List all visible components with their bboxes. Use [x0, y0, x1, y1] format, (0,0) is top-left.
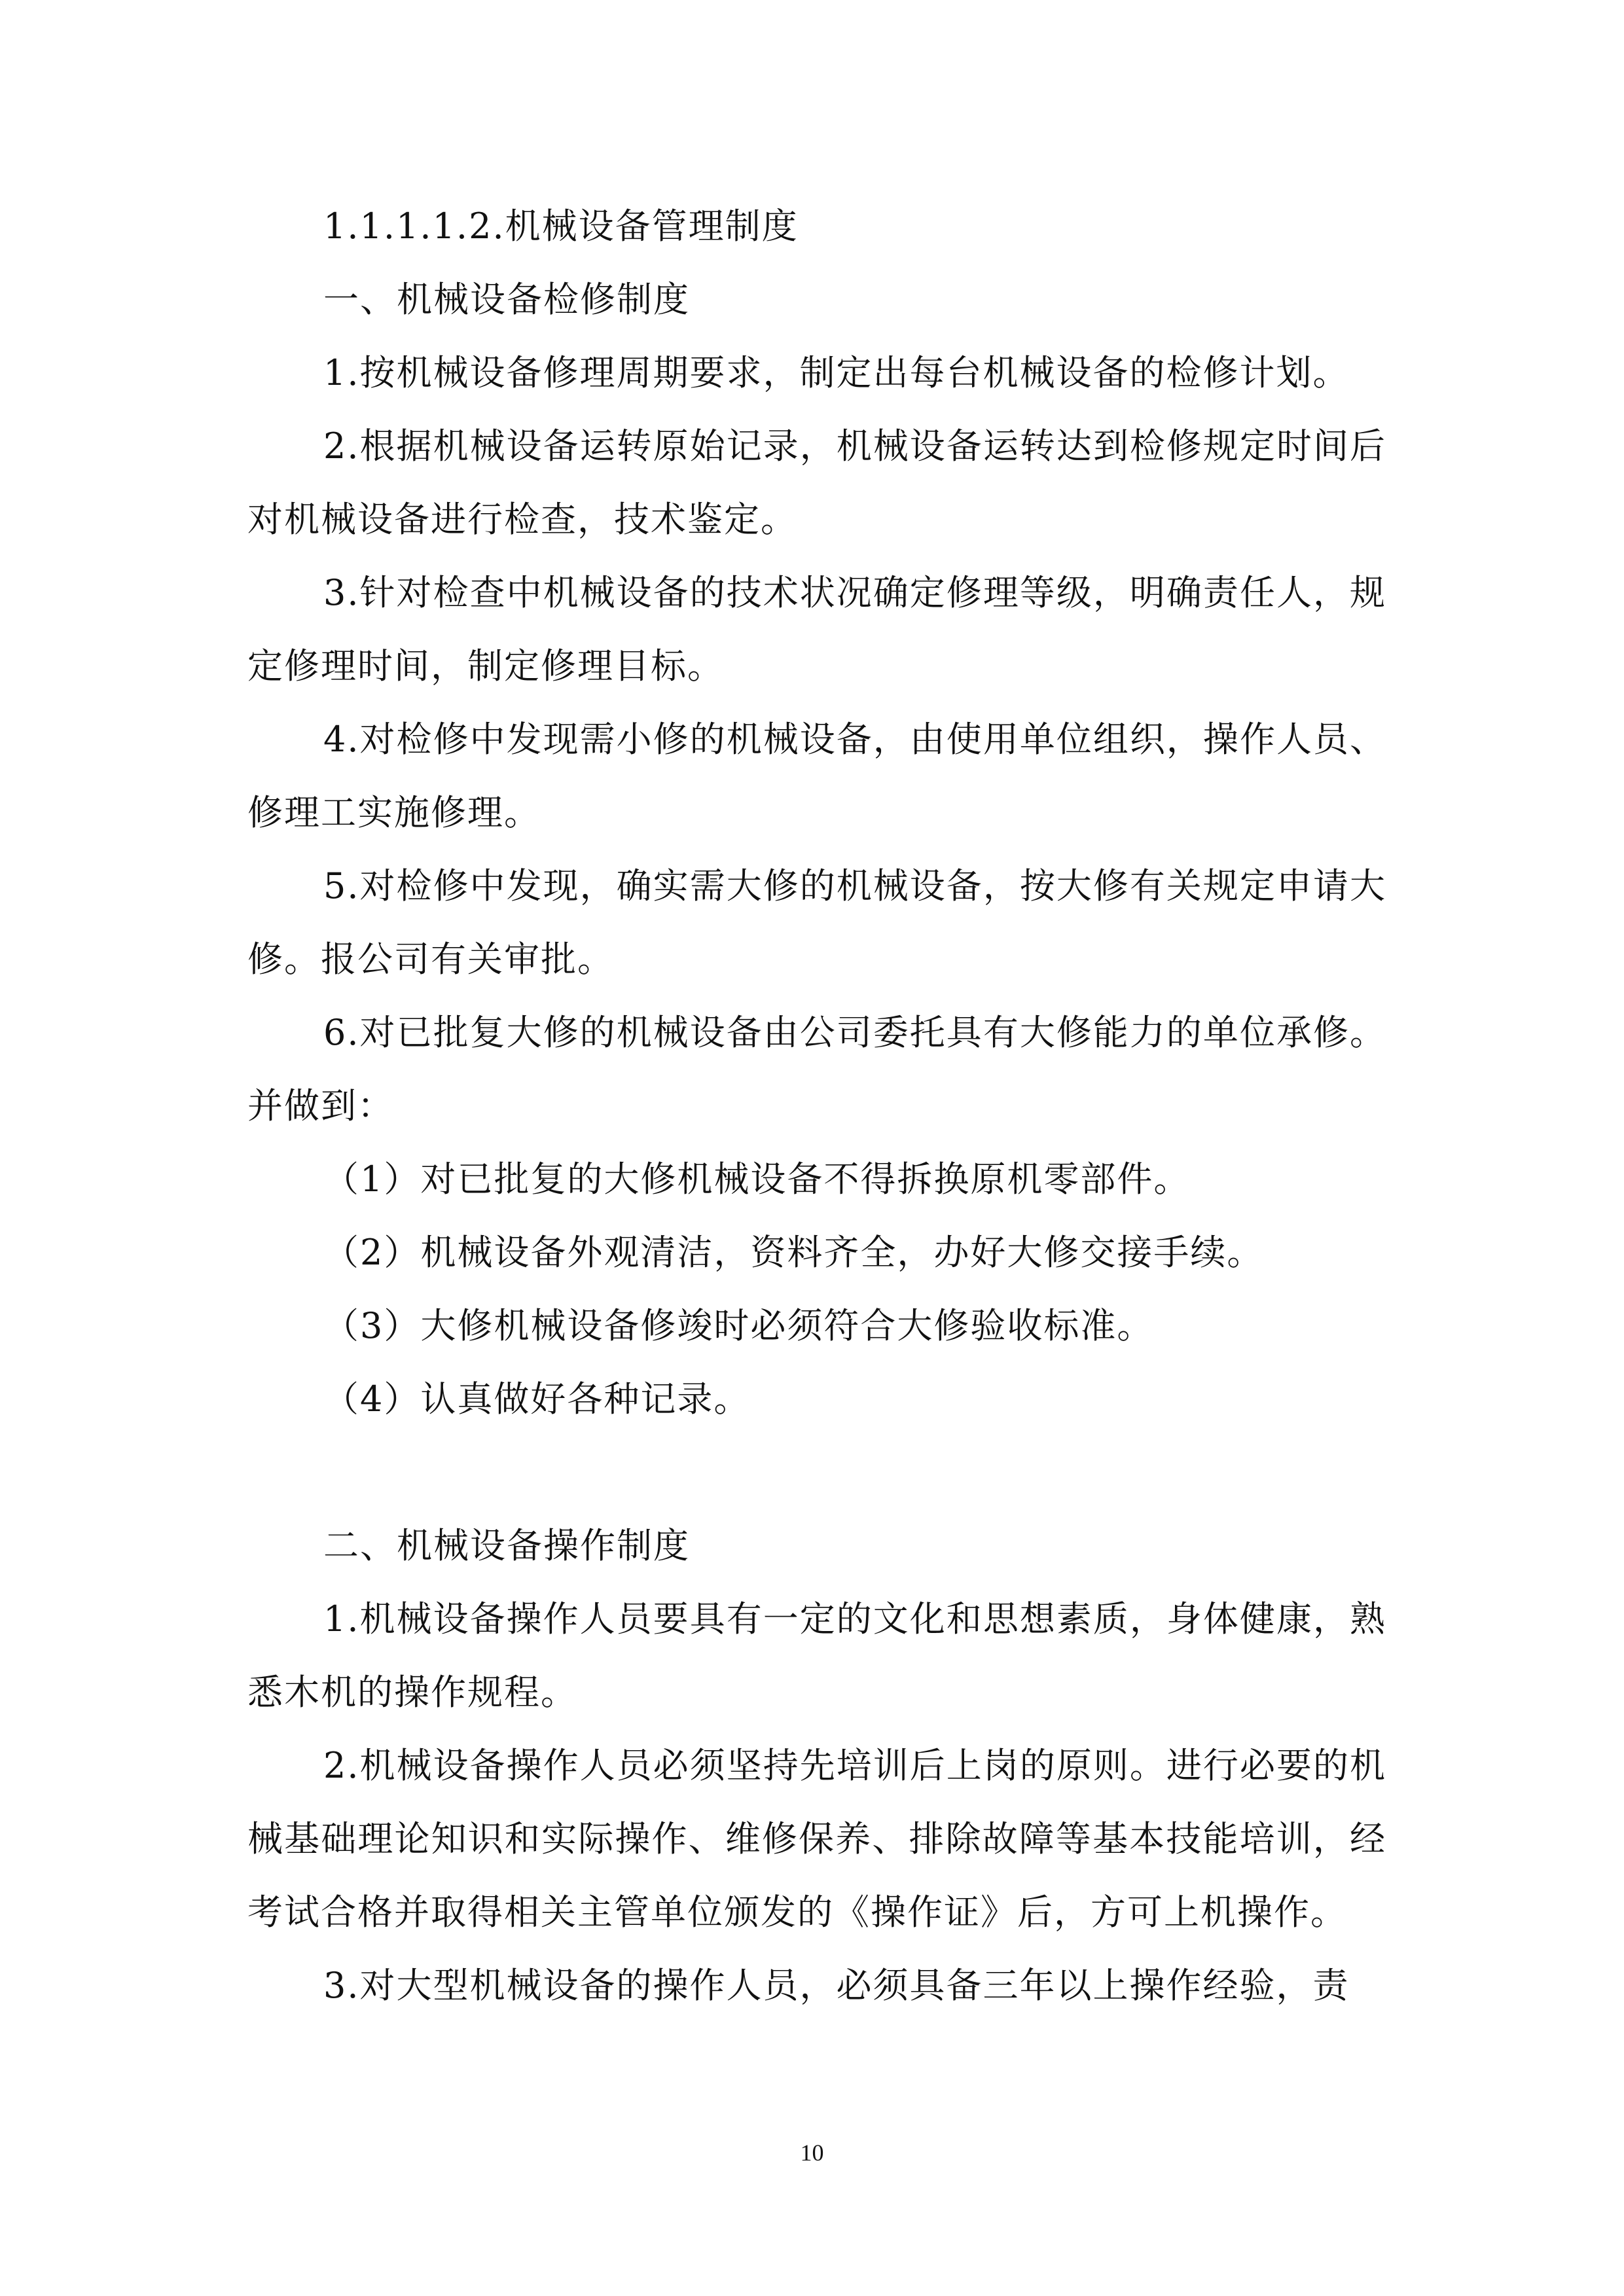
- part1-subitem-1: （1）对已批复的大修机械设备不得拆换原机零部件。: [323, 1158, 1191, 1200]
- part2-item-3: 3.对大型机械设备的操作人员，必须具备三年以上操作经验，责: [323, 1965, 1350, 2006]
- part2-item-1: 1.机械设备操作人员要具有一定的文化和思想素质，身体健康，熟悉木机的操作规程。: [247, 1598, 1386, 1713]
- part1-subitem-2: （2）机械设备外观清洁，资料齐全，办好大修交接手续。: [323, 1232, 1264, 1273]
- part1-item-3: 3.针对检查中机械设备的技术状况确定修理等级，明确责任人，规定修理时间，制定修理目标。: [247, 572, 1386, 687]
- part1-item-4: 4.对检修中发现需小修的机械设备，由使用单位组织，操作人员、修理工实施修理。: [247, 719, 1386, 833]
- document-body: [247, 190, 1386, 2022]
- paragraph-spacer: [247, 1436, 1386, 1509]
- part1-item-1: 1.按机械设备修理周期要求，制定出每台机械设备的检修计划。: [323, 352, 1350, 393]
- part2-item-2: 2.机械设备操作人员必须坚持先培训后上岗的原则。进行必要的机械基础理论知识和实际操作、维修保养、排除故障等基本技能培训，经考试合格并取得相关主管单位颁发的《操作证》后，方可上机操作。: [247, 1745, 1386, 1933]
- part1-subitem-3: （3）大修机械设备修竣时必须符合大修验收标准。: [323, 1305, 1154, 1346]
- part1-heading: 一、机械设备检修制度: [323, 279, 690, 320]
- page-number: 10: [800, 2140, 824, 2166]
- part1-subitem-4: （4）认真做好各种记录。: [323, 1378, 751, 1420]
- part1-item-6: 6.对已批复大修的机械设备由公司委托具有大修能力的单位承修。并做到：: [247, 1012, 1386, 1126]
- part2-heading: 二、机械设备操作制度: [323, 1525, 690, 1566]
- part1-item-5: 5.对检修中发现，确实需大修的机械设备，按大修有关规定申请大修。报公司有关审批。: [247, 865, 1386, 980]
- part1-item-2: 2.根据机械设备运转原始记录，机械设备运转达到检修规定时间后对机械设备进行检查，技术鉴定。: [247, 425, 1386, 540]
- section-title: 1.1.1.1.2.机械设备管理制度: [323, 206, 799, 247]
